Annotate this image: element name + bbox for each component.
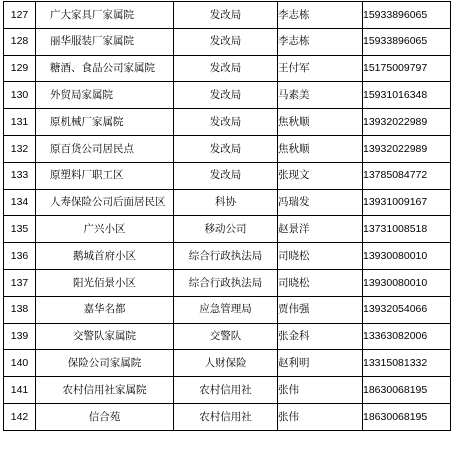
phone-number-cell: 15175009797	[363, 55, 451, 82]
row-number-cell: 140	[4, 350, 36, 377]
phone-number-cell: 15933896065	[363, 2, 451, 29]
table-row	[4, 403, 451, 430]
phone-number-cell: 13930080010	[363, 243, 451, 270]
table-row	[4, 216, 451, 243]
community-name-cell: 广兴小区	[36, 216, 174, 243]
row-number-cell: 138	[4, 296, 36, 323]
table-row	[4, 55, 451, 82]
community-name-cell: 阳光佰景小区	[36, 269, 174, 296]
community-name-cell: 人寿保险公司后面居民区	[36, 189, 174, 216]
row-number-cell: 132	[4, 135, 36, 162]
row-number-cell: 141	[4, 377, 36, 404]
department-cell: 农村信用社	[174, 377, 278, 404]
contact-person-cell: 司晓松	[278, 269, 363, 296]
contact-person-cell: 贾伟强	[278, 296, 363, 323]
table-row	[4, 350, 451, 377]
row-number-cell: 137	[4, 269, 36, 296]
department-cell: 发改局	[174, 28, 278, 55]
department-cell: 农村信用社	[174, 403, 278, 430]
department-cell: 人财保险	[174, 350, 278, 377]
community-name-cell: 嘉华名都	[36, 296, 174, 323]
row-number-cell: 139	[4, 323, 36, 350]
community-name-cell: 农村信用社家属院	[36, 377, 174, 404]
table-body	[4, 2, 451, 431]
phone-number-cell: 13363082006	[363, 323, 451, 350]
contact-person-cell: 马素美	[278, 82, 363, 109]
table-row	[4, 28, 451, 55]
department-cell: 发改局	[174, 82, 278, 109]
phone-number-cell: 13931009167	[363, 189, 451, 216]
contact-person-cell: 王付军	[278, 55, 363, 82]
contact-person-cell: 焦秋顺	[278, 109, 363, 136]
community-name-cell: 信合苑	[36, 403, 174, 430]
community-name-cell: 原百货公司居民点	[36, 135, 174, 162]
table-row	[4, 243, 451, 270]
department-cell: 应急管理局	[174, 296, 278, 323]
community-contact-table	[3, 1, 451, 431]
community-name-cell: 原机械厂家属院	[36, 109, 174, 136]
row-number-cell: 128	[4, 28, 36, 55]
community-name-cell: 糖酒、食品公司家属院	[36, 55, 174, 82]
row-number-cell: 136	[4, 243, 36, 270]
phone-number-cell: 18630068195	[363, 403, 451, 430]
row-number-cell: 142	[4, 403, 36, 430]
table-row	[4, 2, 451, 29]
row-number-cell: 127	[4, 2, 36, 29]
community-name-cell: 原塑料厂职工区	[36, 162, 174, 189]
contact-person-cell: 李志栋	[278, 28, 363, 55]
row-number-cell: 133	[4, 162, 36, 189]
contact-person-cell: 冯瑞发	[278, 189, 363, 216]
contact-person-cell: 张现文	[278, 162, 363, 189]
department-cell: 综合行政执法局	[174, 269, 278, 296]
table-row	[4, 377, 451, 404]
contact-person-cell: 张伟	[278, 403, 363, 430]
department-cell: 发改局	[174, 135, 278, 162]
row-number-cell: 134	[4, 189, 36, 216]
phone-number-cell: 13930080010	[363, 269, 451, 296]
phone-number-cell: 13932022989	[363, 109, 451, 136]
table-row	[4, 269, 451, 296]
table-row	[4, 189, 451, 216]
phone-number-cell: 13731008518	[363, 216, 451, 243]
community-name-cell: 交警队家属院	[36, 323, 174, 350]
document-sheet	[3, 1, 450, 431]
community-name-cell: 丽华服装厂家属院	[36, 28, 174, 55]
department-cell: 发改局	[174, 109, 278, 136]
row-number-cell: 129	[4, 55, 36, 82]
department-cell: 综合行政执法局	[174, 243, 278, 270]
community-name-cell: 保险公司家属院	[36, 350, 174, 377]
contact-person-cell: 张伟	[278, 377, 363, 404]
table-row	[4, 296, 451, 323]
department-cell: 移动公司	[174, 216, 278, 243]
contact-person-cell: 赵利明	[278, 350, 363, 377]
phone-number-cell: 13932054066	[363, 296, 451, 323]
table-row	[4, 109, 451, 136]
phone-number-cell: 13785084772	[363, 162, 451, 189]
phone-number-cell: 13932022989	[363, 135, 451, 162]
department-cell: 发改局	[174, 55, 278, 82]
table-row	[4, 323, 451, 350]
row-number-cell: 135	[4, 216, 36, 243]
contact-person-cell: 赵景洋	[278, 216, 363, 243]
contact-person-cell: 焦秋顺	[278, 135, 363, 162]
phone-number-cell: 15931016348	[363, 82, 451, 109]
community-name-cell: 广大家具厂家属院	[36, 2, 174, 29]
phone-number-cell: 13315081332	[363, 350, 451, 377]
row-number-cell: 130	[4, 82, 36, 109]
table-row	[4, 162, 451, 189]
table-row	[4, 82, 451, 109]
contact-person-cell: 李志栋	[278, 2, 363, 29]
department-cell: 发改局	[174, 162, 278, 189]
table-row	[4, 135, 451, 162]
community-name-cell: 鹅城首府小区	[36, 243, 174, 270]
department-cell: 科协	[174, 189, 278, 216]
row-number-cell: 131	[4, 109, 36, 136]
contact-person-cell: 张金科	[278, 323, 363, 350]
phone-number-cell: 15933896065	[363, 28, 451, 55]
community-name-cell: 外贸局家属院	[36, 82, 174, 109]
contact-person-cell: 司晓松	[278, 243, 363, 270]
department-cell: 交警队	[174, 323, 278, 350]
department-cell: 发改局	[174, 2, 278, 29]
phone-number-cell: 18630068195	[363, 377, 451, 404]
